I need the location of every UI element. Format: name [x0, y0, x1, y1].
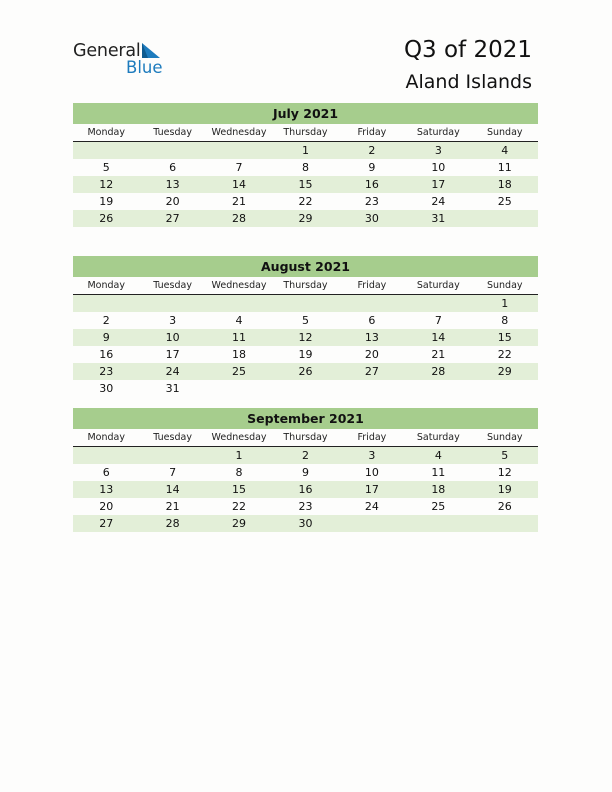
day-cell: 3 — [434, 144, 442, 157]
brand-logo — [73, 41, 173, 81]
week-row — [73, 210, 538, 227]
day-cell: 1 — [501, 297, 509, 310]
weekday-label: Thursday — [283, 280, 328, 291]
day-cell: 26 — [298, 365, 313, 378]
weekday-label: Wednesday — [211, 280, 267, 291]
day-cell: 24 — [165, 365, 180, 378]
weekday-label: Monday — [87, 432, 125, 443]
day-cell: 29 — [497, 365, 512, 378]
day-cell: 18 — [497, 178, 512, 191]
week-row — [73, 515, 538, 532]
weekday-label: Wednesday — [211, 432, 267, 443]
day-cell: 8 — [235, 466, 243, 479]
day-cell: 28 — [232, 212, 247, 225]
day-cell: 25 — [431, 500, 446, 513]
day-cell: 25 — [232, 365, 247, 378]
day-cell: 23 — [364, 195, 379, 208]
week-row — [73, 312, 538, 329]
week-row — [73, 176, 538, 193]
day-cell: 1 — [301, 144, 309, 157]
day-cell: 6 — [102, 466, 110, 479]
day-cell: 7 — [434, 314, 442, 327]
day-cell: 16 — [298, 483, 313, 496]
weekday-label: Friday — [357, 280, 387, 291]
day-cell — [339, 515, 405, 532]
day-cell — [472, 210, 538, 227]
weekday-label: Monday — [87, 127, 125, 138]
day-cell: 26 — [99, 212, 114, 225]
month-header: July 2021 — [73, 103, 538, 124]
day-cell — [472, 515, 538, 532]
week-row — [73, 142, 538, 159]
day-cell — [139, 295, 205, 312]
day-cell: 16 — [99, 348, 114, 361]
day-cell — [206, 380, 272, 397]
weekday-label: Sunday — [486, 127, 523, 138]
day-cell: 13 — [99, 483, 114, 496]
week-row — [73, 464, 538, 481]
weekday-label: Monday — [87, 280, 125, 291]
day-cell — [405, 295, 471, 312]
page-title: Q3 of 2021 — [403, 37, 532, 63]
day-cell: 29 — [232, 517, 247, 530]
day-cell: 4 — [434, 449, 442, 462]
day-cell: 25 — [497, 195, 512, 208]
month-header: August 2021 — [73, 256, 538, 277]
weekday-label: Saturday — [416, 280, 460, 291]
day-cell: 4 — [235, 314, 243, 327]
month-calendar-july — [73, 103, 538, 227]
week-row — [73, 380, 538, 397]
triangle-mark-icon — [140, 43, 162, 59]
weekday-label: Tuesday — [153, 432, 192, 443]
day-cell: 18 — [232, 348, 247, 361]
weekday-label: Thursday — [283, 127, 328, 138]
day-cell: 26 — [497, 500, 512, 513]
day-cell — [139, 447, 205, 464]
day-cell — [339, 295, 405, 312]
day-cell — [472, 380, 538, 397]
weekday-label: Friday — [357, 127, 387, 138]
day-cell: 17 — [431, 178, 446, 191]
day-cell: 28 — [431, 365, 446, 378]
day-cell: 11 — [431, 466, 446, 479]
day-cell: 24 — [364, 500, 379, 513]
day-cell: 22 — [497, 348, 512, 361]
day-cell: 31 — [431, 212, 446, 225]
day-cell: 19 — [99, 195, 114, 208]
day-cell: 27 — [364, 365, 379, 378]
week-row — [73, 498, 538, 515]
month-calendar-september — [73, 408, 538, 532]
day-cell: 10 — [431, 161, 446, 174]
day-cell: 14 — [232, 178, 247, 191]
day-cell: 10 — [364, 466, 379, 479]
day-cell: 8 — [501, 314, 509, 327]
day-cell: 2 — [368, 144, 376, 157]
day-cell: 6 — [368, 314, 376, 327]
weekday-label: Friday — [357, 432, 387, 443]
day-cell: 20 — [165, 195, 180, 208]
weekday-label: Sunday — [486, 432, 523, 443]
day-cell — [405, 380, 471, 397]
weekday-label: Tuesday — [153, 280, 192, 291]
day-cell — [73, 447, 139, 464]
week-row — [73, 481, 538, 498]
day-cell: 17 — [364, 483, 379, 496]
weekday-header-row — [73, 124, 538, 142]
logo-text-blue: Blue — [126, 58, 163, 77]
week-row — [73, 447, 538, 464]
day-cell: 12 — [298, 331, 313, 344]
day-cell: 23 — [99, 365, 114, 378]
week-row — [73, 159, 538, 176]
day-cell: 15 — [232, 483, 247, 496]
day-cell: 6 — [169, 161, 177, 174]
week-row — [73, 295, 538, 312]
day-cell: 14 — [431, 331, 446, 344]
day-cell: 9 — [368, 161, 376, 174]
day-cell: 19 — [298, 348, 313, 361]
day-cell — [206, 295, 272, 312]
day-cell: 11 — [232, 331, 247, 344]
day-cell: 22 — [232, 500, 247, 513]
week-row — [73, 193, 538, 210]
day-cell — [206, 142, 272, 159]
weekday-label: Sunday — [486, 280, 523, 291]
week-row — [73, 329, 538, 346]
day-cell — [139, 142, 205, 159]
day-cell: 3 — [368, 449, 376, 462]
day-cell — [272, 380, 338, 397]
page-subtitle: Aland Islands — [405, 71, 532, 93]
month-calendar-august — [73, 256, 538, 397]
day-cell: 17 — [165, 348, 180, 361]
day-cell: 9 — [301, 466, 309, 479]
day-cell: 2 — [301, 449, 309, 462]
week-row — [73, 346, 538, 363]
day-cell: 28 — [165, 517, 180, 530]
day-cell: 14 — [165, 483, 180, 496]
day-cell: 20 — [364, 348, 379, 361]
weekday-label: Saturday — [416, 127, 460, 138]
day-cell: 12 — [99, 178, 114, 191]
day-cell: 21 — [165, 500, 180, 513]
day-cell — [73, 295, 139, 312]
day-cell: 9 — [102, 331, 110, 344]
day-cell: 5 — [501, 449, 509, 462]
day-cell — [272, 295, 338, 312]
day-cell: 30 — [99, 382, 114, 395]
day-cell: 15 — [497, 331, 512, 344]
day-cell: 10 — [165, 331, 180, 344]
weekday-header-row — [73, 429, 538, 447]
day-cell: 23 — [298, 500, 313, 513]
day-cell: 2 — [102, 314, 110, 327]
month-header: September 2021 — [73, 408, 538, 429]
weekday-label: Thursday — [283, 432, 328, 443]
week-row — [73, 363, 538, 380]
day-cell: 30 — [364, 212, 379, 225]
weekday-label: Tuesday — [153, 127, 192, 138]
logo-text-general: General — [73, 41, 141, 61]
day-cell: 5 — [301, 314, 309, 327]
day-cell: 15 — [298, 178, 313, 191]
day-cell: 13 — [364, 331, 379, 344]
weekday-label: Wednesday — [211, 127, 267, 138]
day-cell — [405, 515, 471, 532]
day-cell: 20 — [99, 500, 114, 513]
weekday-header-row — [73, 277, 538, 295]
day-cell: 8 — [301, 161, 309, 174]
day-cell: 16 — [364, 178, 379, 191]
day-cell: 12 — [497, 466, 512, 479]
day-cell: 27 — [99, 517, 114, 530]
day-cell: 31 — [165, 382, 180, 395]
day-cell: 24 — [431, 195, 446, 208]
day-cell — [339, 380, 405, 397]
day-cell: 21 — [232, 195, 247, 208]
day-cell: 4 — [501, 144, 509, 157]
day-cell: 18 — [431, 483, 446, 496]
day-cell: 21 — [431, 348, 446, 361]
day-cell — [73, 142, 139, 159]
day-cell: 7 — [235, 161, 243, 174]
day-cell: 30 — [298, 517, 313, 530]
day-cell: 7 — [169, 466, 177, 479]
day-cell: 3 — [169, 314, 177, 327]
day-cell: 11 — [497, 161, 512, 174]
day-cell: 1 — [235, 449, 243, 462]
day-cell: 5 — [102, 161, 110, 174]
day-cell: 27 — [165, 212, 180, 225]
weekday-label: Saturday — [416, 432, 460, 443]
day-cell: 13 — [165, 178, 180, 191]
day-cell: 19 — [497, 483, 512, 496]
day-cell: 29 — [298, 212, 313, 225]
day-cell: 22 — [298, 195, 313, 208]
